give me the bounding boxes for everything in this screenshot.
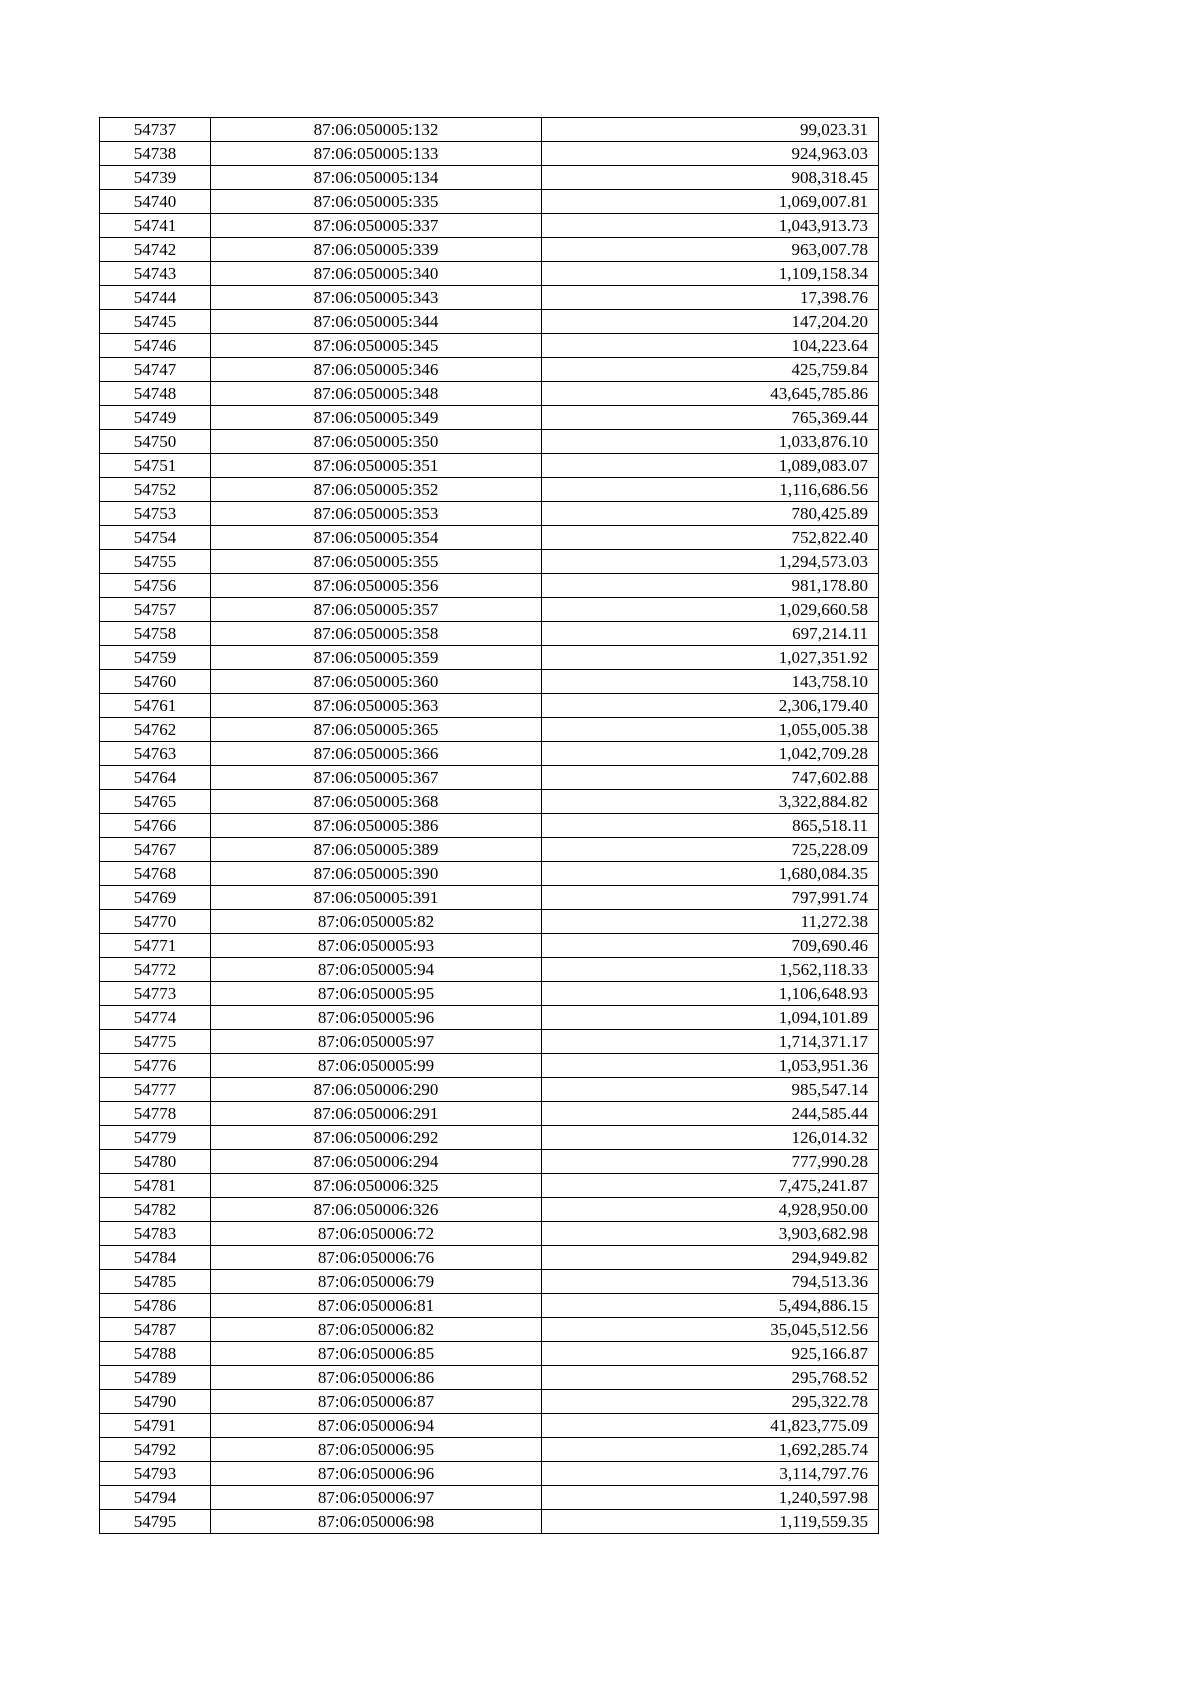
value-cell: 794,513.36 — [542, 1270, 879, 1294]
cadastral-number-cell: 87:06:050005:343 — [211, 286, 542, 310]
table-row — [100, 694, 879, 718]
table-row — [100, 1462, 879, 1486]
table-row — [100, 1198, 879, 1222]
cadastral-number-cell: 87:06:050006:326 — [211, 1198, 542, 1222]
value-cell: 865,518.11 — [542, 814, 879, 838]
row-number-cell: 54744 — [100, 286, 211, 310]
value-cell: 104,223.64 — [542, 334, 879, 358]
cadastral-number-cell: 87:06:050005:134 — [211, 166, 542, 190]
table-row — [100, 1318, 879, 1342]
cadastral-number-cell: 87:06:050005:360 — [211, 670, 542, 694]
value-cell: 5,494,886.15 — [542, 1294, 879, 1318]
table-row — [100, 958, 879, 982]
cadastral-number-cell: 87:06:050006:81 — [211, 1294, 542, 1318]
value-cell: 126,014.32 — [542, 1126, 879, 1150]
table-row — [100, 310, 879, 334]
value-cell: 1,029,660.58 — [542, 598, 879, 622]
table-row — [100, 1030, 879, 1054]
table-row — [100, 550, 879, 574]
cadastral-number-cell: 87:06:050005:355 — [211, 550, 542, 574]
table-row — [100, 334, 879, 358]
value-cell: 35,045,512.56 — [542, 1318, 879, 1342]
cadastral-number-cell: 87:06:050005:345 — [211, 334, 542, 358]
table-row — [100, 862, 879, 886]
value-cell: 4,928,950.00 — [542, 1198, 879, 1222]
value-cell: 11,272.38 — [542, 910, 879, 934]
value-cell: 797,991.74 — [542, 886, 879, 910]
value-cell: 747,602.88 — [542, 766, 879, 790]
cadastral-number-cell: 87:06:050005:96 — [211, 1006, 542, 1030]
cadastral-number-cell: 87:06:050005:357 — [211, 598, 542, 622]
table-row — [100, 766, 879, 790]
cadastral-number-cell: 87:06:050005:368 — [211, 790, 542, 814]
row-number-cell: 54759 — [100, 646, 211, 670]
table-row — [100, 166, 879, 190]
row-number-cell: 54771 — [100, 934, 211, 958]
cadastral-number-cell: 87:06:050005:99 — [211, 1054, 542, 1078]
table-row — [100, 1342, 879, 1366]
row-number-cell: 54745 — [100, 310, 211, 334]
row-number-cell: 54752 — [100, 478, 211, 502]
value-cell: 17,398.76 — [542, 286, 879, 310]
value-cell: 780,425.89 — [542, 502, 879, 526]
value-cell: 425,759.84 — [542, 358, 879, 382]
row-number-cell: 54783 — [100, 1222, 211, 1246]
table-row — [100, 814, 879, 838]
cadastral-number-cell: 87:06:050005:348 — [211, 382, 542, 406]
row-number-cell: 54746 — [100, 334, 211, 358]
cadastral-number-cell: 87:06:050006:95 — [211, 1438, 542, 1462]
cadastral-number-cell: 87:06:050005:352 — [211, 478, 542, 502]
value-cell: 1,109,158.34 — [542, 262, 879, 286]
cadastral-number-cell: 87:06:050006:94 — [211, 1414, 542, 1438]
value-cell: 295,322.78 — [542, 1390, 879, 1414]
value-cell: 43,645,785.86 — [542, 382, 879, 406]
table-row — [100, 742, 879, 766]
value-cell: 1,033,876.10 — [542, 430, 879, 454]
value-cell: 1,680,084.35 — [542, 862, 879, 886]
value-cell: 1,053,951.36 — [542, 1054, 879, 1078]
row-number-cell: 54747 — [100, 358, 211, 382]
table-row — [100, 622, 879, 646]
row-number-cell: 54777 — [100, 1078, 211, 1102]
value-cell: 1,055,005.38 — [542, 718, 879, 742]
table-row — [100, 1222, 879, 1246]
value-cell: 294,949.82 — [542, 1246, 879, 1270]
table-row — [100, 1126, 879, 1150]
row-number-cell: 54757 — [100, 598, 211, 622]
row-number-cell: 54772 — [100, 958, 211, 982]
table-row — [100, 454, 879, 478]
cadastral-number-cell: 87:06:050006:97 — [211, 1486, 542, 1510]
cadastral-number-cell: 87:06:050005:351 — [211, 454, 542, 478]
row-number-cell: 54741 — [100, 214, 211, 238]
table-row — [100, 1102, 879, 1126]
row-number-cell: 54776 — [100, 1054, 211, 1078]
row-number-cell: 54753 — [100, 502, 211, 526]
cadastral-number-cell: 87:06:050005:363 — [211, 694, 542, 718]
row-number-cell: 54758 — [100, 622, 211, 646]
table-row — [100, 1414, 879, 1438]
table-row — [100, 934, 879, 958]
value-cell: 3,322,884.82 — [542, 790, 879, 814]
row-number-cell: 54738 — [100, 142, 211, 166]
row-number-cell: 54779 — [100, 1126, 211, 1150]
value-cell: 1,294,573.03 — [542, 550, 879, 574]
cadastral-number-cell: 87:06:050005:133 — [211, 142, 542, 166]
row-number-cell: 54756 — [100, 574, 211, 598]
row-number-cell: 54794 — [100, 1486, 211, 1510]
row-number-cell: 54755 — [100, 550, 211, 574]
row-number-cell: 54764 — [100, 766, 211, 790]
row-number-cell: 54762 — [100, 718, 211, 742]
row-number-cell: 54739 — [100, 166, 211, 190]
value-cell: 1,069,007.81 — [542, 190, 879, 214]
cadastral-number-cell: 87:06:050005:339 — [211, 238, 542, 262]
value-cell: 963,007.78 — [542, 238, 879, 262]
row-number-cell: 54791 — [100, 1414, 211, 1438]
table-row — [100, 1510, 879, 1534]
cadastral-number-cell: 87:06:050005:367 — [211, 766, 542, 790]
table-row — [100, 1078, 879, 1102]
value-cell: 2,306,179.40 — [542, 694, 879, 718]
row-number-cell: 54781 — [100, 1174, 211, 1198]
table-row — [100, 886, 879, 910]
row-number-cell: 54754 — [100, 526, 211, 550]
row-number-cell: 54785 — [100, 1270, 211, 1294]
data-table — [99, 117, 879, 1534]
row-number-cell: 54774 — [100, 1006, 211, 1030]
table-row — [100, 838, 879, 862]
cadastral-number-cell: 87:06:050005:356 — [211, 574, 542, 598]
table-row — [100, 478, 879, 502]
row-number-cell: 54778 — [100, 1102, 211, 1126]
cadastral-number-cell: 87:06:050005:350 — [211, 430, 542, 454]
cadastral-number-cell: 87:06:050005:366 — [211, 742, 542, 766]
value-cell: 1,094,101.89 — [542, 1006, 879, 1030]
table-row — [100, 574, 879, 598]
table-row — [100, 1150, 879, 1174]
table-row — [100, 406, 879, 430]
row-number-cell: 54768 — [100, 862, 211, 886]
value-cell: 1,119,559.35 — [542, 1510, 879, 1534]
cadastral-number-cell: 87:06:050006:82 — [211, 1318, 542, 1342]
value-cell: 1,043,913.73 — [542, 214, 879, 238]
table-row — [100, 382, 879, 406]
table-row — [100, 670, 879, 694]
cadastral-number-cell: 87:06:050006:291 — [211, 1102, 542, 1126]
row-number-cell: 54787 — [100, 1318, 211, 1342]
value-cell: 7,475,241.87 — [542, 1174, 879, 1198]
cadastral-number-cell: 87:06:050005:95 — [211, 982, 542, 1006]
cadastral-number-cell: 87:06:050005:349 — [211, 406, 542, 430]
cadastral-number-cell: 87:06:050005:93 — [211, 934, 542, 958]
cadastral-number-cell: 87:06:050006:290 — [211, 1078, 542, 1102]
cadastral-number-cell: 87:06:050006:85 — [211, 1342, 542, 1366]
table-row — [100, 1246, 879, 1270]
value-cell: 3,114,797.76 — [542, 1462, 879, 1486]
value-cell: 1,692,285.74 — [542, 1438, 879, 1462]
row-number-cell: 54786 — [100, 1294, 211, 1318]
value-cell: 1,562,118.33 — [542, 958, 879, 982]
row-number-cell: 54765 — [100, 790, 211, 814]
table-row — [100, 1270, 879, 1294]
table-row — [100, 598, 879, 622]
value-cell: 244,585.44 — [542, 1102, 879, 1126]
table-row — [100, 1054, 879, 1078]
cadastral-number-cell: 87:06:050005:335 — [211, 190, 542, 214]
cadastral-number-cell: 87:06:050006:86 — [211, 1366, 542, 1390]
table-row — [100, 910, 879, 934]
row-number-cell: 54789 — [100, 1366, 211, 1390]
row-number-cell: 54788 — [100, 1342, 211, 1366]
cadastral-number-cell: 87:06:050005:358 — [211, 622, 542, 646]
table-row — [100, 190, 879, 214]
cadastral-number-cell: 87:06:050005:389 — [211, 838, 542, 862]
row-number-cell: 54763 — [100, 742, 211, 766]
table-row — [100, 1438, 879, 1462]
row-number-cell: 54792 — [100, 1438, 211, 1462]
value-cell: 1,240,597.98 — [542, 1486, 879, 1510]
cadastral-number-cell: 87:06:050005:354 — [211, 526, 542, 550]
cadastral-number-cell: 87:06:050006:96 — [211, 1462, 542, 1486]
value-cell: 1,116,686.56 — [542, 478, 879, 502]
cadastral-number-cell: 87:06:050005:337 — [211, 214, 542, 238]
table-row — [100, 526, 879, 550]
value-cell: 981,178.80 — [542, 574, 879, 598]
value-cell: 41,823,775.09 — [542, 1414, 879, 1438]
row-number-cell: 54782 — [100, 1198, 211, 1222]
table-row — [100, 1390, 879, 1414]
row-number-cell: 54770 — [100, 910, 211, 934]
cadastral-number-cell: 87:06:050006:294 — [211, 1150, 542, 1174]
cadastral-number-cell: 87:06:050005:365 — [211, 718, 542, 742]
row-number-cell: 54742 — [100, 238, 211, 262]
cadastral-number-cell: 87:06:050005:359 — [211, 646, 542, 670]
value-cell: 1,089,083.07 — [542, 454, 879, 478]
value-cell: 697,214.11 — [542, 622, 879, 646]
cadastral-number-cell: 87:06:050005:94 — [211, 958, 542, 982]
table-row — [100, 262, 879, 286]
value-cell: 99,023.31 — [542, 118, 879, 142]
cadastral-number-cell: 87:06:050005:97 — [211, 1030, 542, 1054]
row-number-cell: 54743 — [100, 262, 211, 286]
row-number-cell: 54761 — [100, 694, 211, 718]
cadastral-number-cell: 87:06:050005:344 — [211, 310, 542, 334]
cadastral-number-cell: 87:06:050006:98 — [211, 1510, 542, 1534]
row-number-cell: 54780 — [100, 1150, 211, 1174]
table-row — [100, 646, 879, 670]
table-row — [100, 238, 879, 262]
value-cell: 924,963.03 — [542, 142, 879, 166]
value-cell: 147,204.20 — [542, 310, 879, 334]
cadastral-number-cell: 87:06:050005:353 — [211, 502, 542, 526]
table-row — [100, 1174, 879, 1198]
row-number-cell: 54748 — [100, 382, 211, 406]
value-cell: 1,042,709.28 — [542, 742, 879, 766]
value-cell: 3,903,682.98 — [542, 1222, 879, 1246]
row-number-cell: 54750 — [100, 430, 211, 454]
value-cell: 908,318.45 — [542, 166, 879, 190]
row-number-cell: 54737 — [100, 118, 211, 142]
table-row — [100, 790, 879, 814]
table-row — [100, 430, 879, 454]
table-row — [100, 502, 879, 526]
cadastral-number-cell: 87:06:050005:132 — [211, 118, 542, 142]
value-cell: 143,758.10 — [542, 670, 879, 694]
cadastral-number-cell: 87:06:050005:82 — [211, 910, 542, 934]
value-cell: 765,369.44 — [542, 406, 879, 430]
table-row — [100, 286, 879, 310]
table-row — [100, 118, 879, 142]
cadastral-number-cell: 87:06:050005:346 — [211, 358, 542, 382]
cadastral-number-cell: 87:06:050006:79 — [211, 1270, 542, 1294]
value-cell: 752,822.40 — [542, 526, 879, 550]
value-cell: 1,106,648.93 — [542, 982, 879, 1006]
value-cell: 709,690.46 — [542, 934, 879, 958]
cadastral-number-cell: 87:06:050005:390 — [211, 862, 542, 886]
value-cell: 1,027,351.92 — [542, 646, 879, 670]
value-cell: 985,547.14 — [542, 1078, 879, 1102]
row-number-cell: 54773 — [100, 982, 211, 1006]
cadastral-number-cell: 87:06:050005:340 — [211, 262, 542, 286]
value-cell: 925,166.87 — [542, 1342, 879, 1366]
value-cell: 1,714,371.17 — [542, 1030, 879, 1054]
row-number-cell: 54751 — [100, 454, 211, 478]
row-number-cell: 54775 — [100, 1030, 211, 1054]
value-cell: 725,228.09 — [542, 838, 879, 862]
cadastral-number-cell: 87:06:050006:76 — [211, 1246, 542, 1270]
table-row — [100, 718, 879, 742]
row-number-cell: 54760 — [100, 670, 211, 694]
cadastral-number-cell: 87:06:050006:292 — [211, 1126, 542, 1150]
row-number-cell: 54740 — [100, 190, 211, 214]
row-number-cell: 54790 — [100, 1390, 211, 1414]
table-row — [100, 1366, 879, 1390]
cadastral-number-cell: 87:06:050005:391 — [211, 886, 542, 910]
cadastral-number-cell: 87:06:050006:325 — [211, 1174, 542, 1198]
row-number-cell: 54749 — [100, 406, 211, 430]
table-row — [100, 142, 879, 166]
table-row — [100, 982, 879, 1006]
row-number-cell: 54767 — [100, 838, 211, 862]
table-row — [100, 1486, 879, 1510]
table-body — [100, 118, 879, 1534]
row-number-cell: 54784 — [100, 1246, 211, 1270]
row-number-cell: 54769 — [100, 886, 211, 910]
table-row — [100, 1294, 879, 1318]
cadastral-number-cell: 87:06:050005:386 — [211, 814, 542, 838]
value-cell: 777,990.28 — [542, 1150, 879, 1174]
cadastral-number-cell: 87:06:050006:87 — [211, 1390, 542, 1414]
value-cell: 295,768.52 — [542, 1366, 879, 1390]
row-number-cell: 54793 — [100, 1462, 211, 1486]
table-row — [100, 358, 879, 382]
table-row — [100, 214, 879, 238]
row-number-cell: 54795 — [100, 1510, 211, 1534]
table-row — [100, 1006, 879, 1030]
cadastral-number-cell: 87:06:050006:72 — [211, 1222, 542, 1246]
row-number-cell: 54766 — [100, 814, 211, 838]
